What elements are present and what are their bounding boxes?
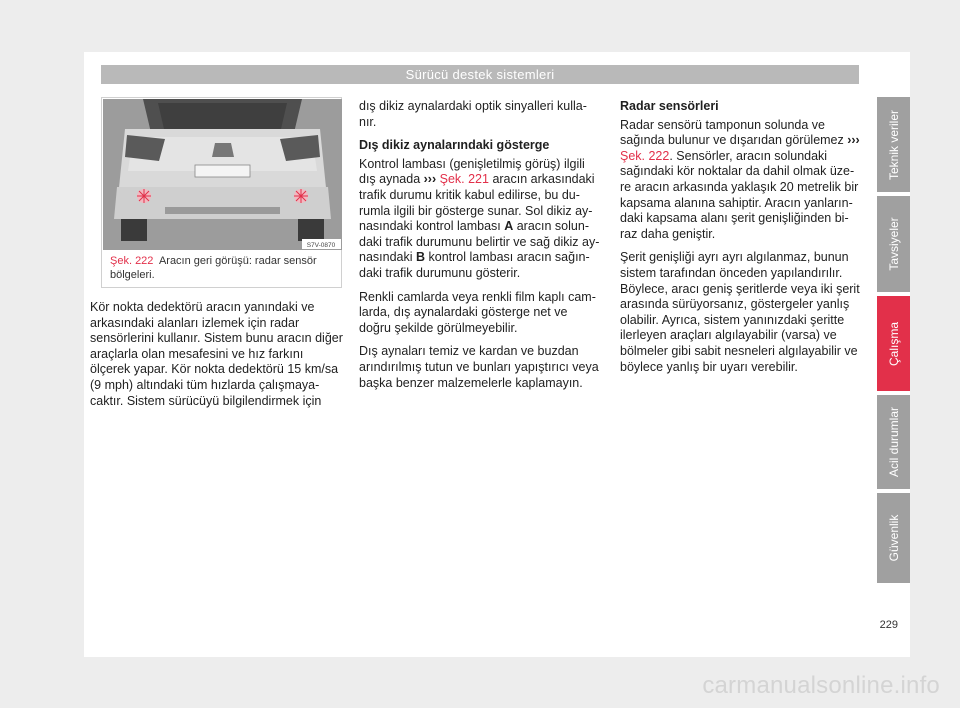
label-a: A bbox=[504, 219, 514, 234]
watermark: carmanualsonline.info bbox=[702, 672, 940, 699]
radar-sensor-right-marker bbox=[294, 189, 308, 203]
text-span: Radar sensörü tamponun solunda ve sağında bulunur ve dışarıdan görülemez bbox=[620, 117, 848, 148]
paragraph bbox=[359, 157, 602, 282]
paragraph: Kör nokta dedektörü aracın yanındaki ve arkasındaki alanları izlemek için radar sensörlerini kullanır. Sistem bunu aracın diğer araçlarla olan mesafesini ve hız farkını ölçerek yapar. Kör nokta dedektörü 15 km/sa (9 mph) altındaki tüm hızlarda çalışmaya-caktır. Sistem sürücüyü bilgilendirmek için bbox=[90, 300, 343, 408]
tab-teknik-veriler[interactable] bbox=[877, 97, 910, 192]
tab-label: Tavsiyeler bbox=[886, 217, 901, 271]
arrow-link-icon: ››› bbox=[423, 172, 437, 187]
figure-code: S7V-0870 bbox=[306, 242, 336, 249]
tab-guvenlik[interactable] bbox=[877, 493, 910, 583]
tab-label: Teknik veriler bbox=[886, 109, 901, 180]
paragraph bbox=[620, 118, 863, 243]
heading-radar-sensors: Radar sensörleri bbox=[620, 99, 719, 113]
figure-ref[interactable]: Şek. 222 bbox=[110, 255, 154, 267]
arrow-link-icon: ››› bbox=[847, 133, 860, 148]
column-1 bbox=[90, 300, 346, 417]
paragraph: Şerit genişliği ayrı ayrı algılanmaz, bunun sistem tarafından önceden yapılandırılır. Böylece, aracı geniş şeritlerde veya iki şerit arasında sürüyorsanız, göstergeler yanlış olabilir. Ayrıca, sistem yanınızdaki şeritte ilerleyen araçları algılayabilir (varsa) ve bölmeler gibi sabit nesneleri algılayabilir ve böylece yanlış bir uyarı verebilir. bbox=[620, 250, 860, 374]
paragraph: Dış aynaları temiz ve kardan ve buzdan arındırılmış tutun ve bunları yapıştırıcı veya başka benzer malzemelerle kaplamayın. bbox=[359, 344, 599, 390]
heading-mirror-indicator: Dış dikiz aynalarındaki gösterge bbox=[359, 138, 550, 153]
text-span: aracın solun-daki trafik durumunu belirtir ve sağ dikiz ay-nasındaki bbox=[359, 219, 600, 265]
page-number: 229 bbox=[879, 619, 898, 631]
text-span: Kontrol lambası (genişletilmiş görüş) ilgili dış aynada bbox=[359, 156, 585, 187]
text-span: kontrol lambası aracın sağın-daki trafik durumunu gösterir. bbox=[359, 250, 590, 280]
figure-ref-link[interactable]: Şek. 222 bbox=[620, 148, 670, 163]
tab-label: Güvenlik bbox=[886, 514, 901, 562]
label-b: B bbox=[415, 250, 426, 265]
paragraph: dış dikiz aynalardaki optik sinyalleri kulla-nır. bbox=[359, 99, 587, 129]
car-rear-view-illustration bbox=[103, 99, 342, 250]
column-3 bbox=[620, 99, 863, 383]
figure-ref-link[interactable]: Şek. 221 bbox=[439, 172, 489, 187]
column-2 bbox=[359, 99, 602, 399]
tab-calisma[interactable] bbox=[877, 296, 910, 391]
text-span: aracın arkasındaki trafik durumu kritik kabul edilirse, bu du-rumla ilgili bir gösterge sunar. Sol dikiz ay-nasındaki kontrol lambası bbox=[359, 172, 595, 234]
figure-222 bbox=[101, 97, 342, 288]
section-header: Sürücü destek sistemleri bbox=[101, 65, 859, 84]
figure-caption-text: Aracın geri görüşü: radar sensör bölgeleri. bbox=[110, 255, 317, 281]
tab-label: Acil durumlar bbox=[886, 406, 901, 478]
tab-tavsiyeler[interactable] bbox=[877, 196, 910, 292]
tab-acil-durumlar[interactable] bbox=[877, 395, 910, 489]
radar-sensor-left-marker bbox=[137, 189, 151, 203]
tab-label: Çalışma bbox=[886, 321, 901, 366]
paragraph: Renkli camlarda veya renkli film kaplı cam-larda, dış aynalardaki gösterge net ve doğru şekilde görülmeyebilir. bbox=[359, 289, 596, 335]
text-span: . Sensörler, aracın solundaki sağındaki kör noktalar da dahil olmak üze-re aracın arkasında yaklaşık 20 metrelik bir kapsama alanına sahiptir. Aracın yanların-daki kapsama alanı şerit genişliğinden bi-raz daha geniştir. bbox=[620, 148, 859, 241]
figure-caption bbox=[110, 254, 336, 282]
